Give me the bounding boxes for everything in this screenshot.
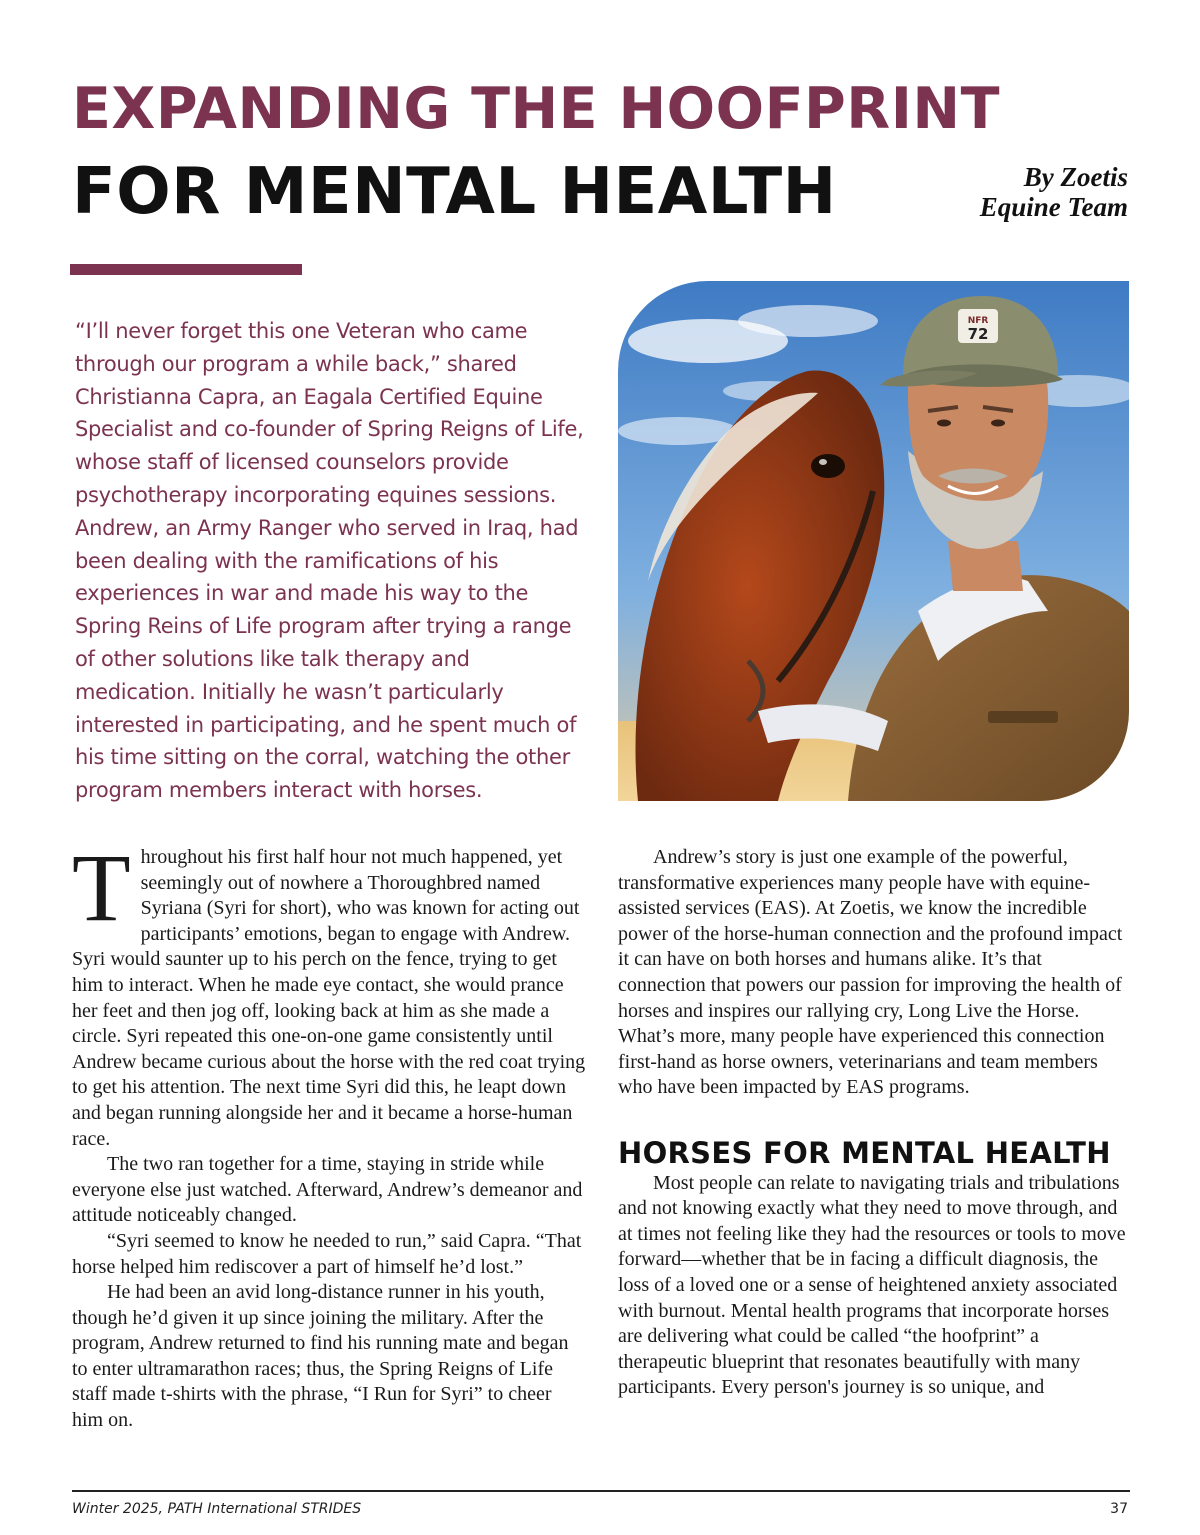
title-accent-rule — [70, 264, 302, 275]
drop-cap: T — [72, 834, 131, 941]
article-paragraph-2: The two ran together for a time, staying in stride while everyone else just watched. Afterward, Andrew’s demeanor and attitude noticeably changed. — [72, 1153, 583, 1227]
article-paragraph-1-text: hroughout his first half hour not much happened, yet seemingly out of nowhere a Thoroughbred named Syriana (Syri for short), who was known for acting out participants’ emotions, began to engage with Andrew. Syri would saunter up to his perch on the fence, trying to get him to interact. When he made eye contact, she would prance her feet and then jog off, looking back at him as she made a circle. Syri repeated this one-on-one game consistently until Andrew became curious about the horse with the red coat trying to get his attention. The next time Syri did this, he leapt down and began running alongside her and it became a horse-human race. — [72, 846, 586, 1150]
left-article-column — [72, 834, 587, 1434]
article-paragraph-6: Most people can relate to navigating trials and tribulations and not knowing exactly what they need to move through, and at times not feeling like they had the resources or tools to move forward—whether that be in facing a difficult diagnosis, the loss of a loved one or a sense of heightened anxiety associated with burnout. Mental health programs that incorporate horses are delivering what could be called “the hoofprint” a therapeutic blueprint that resonates beautifully with many participants. Every person's journey is so unique, and — [618, 1171, 1126, 1399]
article-paragraph-1 — [72, 834, 587, 1152]
byline-line-1: By Zoetis — [1023, 162, 1128, 192]
headline-line-1: EXPANDING THE HOOFPRINT — [72, 76, 1000, 142]
footer-publication: Winter 2025, PATH International STRIDES — [72, 1501, 362, 1517]
byline-line-2: Equine Team — [979, 192, 1128, 222]
article-paragraph-3: “Syri seemed to know he needed to run,” said Capra. “That horse helped him rediscover a part of himself he’d lost.” — [72, 1229, 582, 1278]
footer-rule — [72, 1490, 1130, 1492]
byline — [908, 162, 1128, 222]
page-number: 37 — [1110, 1501, 1128, 1517]
photo-man-with-horse — [618, 281, 1129, 801]
right-article-column — [618, 845, 1130, 1401]
article-paragraph-4: He had been an avid long-distance runner in his youth, though he’d given it up since joining the military. After the program, Andrew returned to find his running mate and began to enter ultramarathon races; thus, the Spring Reigns of Life staff made t-shirts with the phrase, “I Run for Syri” to cheer him on. — [72, 1281, 569, 1432]
article-paragraph-5: Andrew’s story is just one example of the powerful, transformative experiences many people have with equine-assisted services (EAS). At Zoetis, we know the incredible power of the horse-human connection and the profound impact it can have on both horses and humans alike. It’s that connection that powers our passion for improving the health of horses and inspires our rallying cry, Long Live the Horse. What’s more, many people have experienced this connection first-hand as horse owners, veterinarians and team members who have been impacted by EAS programs. — [618, 846, 1123, 1099]
section-heading: HORSES FOR MENTAL HEALTH — [618, 1135, 1111, 1170]
pull-quote: “I’ll never forget this one Veteran who came through our program a while back,” shared Christianna Capra, an Eagala Certified Equine Specialist and co-founder of Spring Reigns of Life, whose staff of licensed counselors provide psychotherapy incorporating equines sessions. Andrew, an Army Ranger who served in Iraq, had been dealing with the ramifications of his experiences in war and made his way to the Spring Reins of Life program after trying a range of other solutions like talk therapy and medication. Initially he wasn’t particularly interested in participating, and he spent much of his time sitting on the corral, watching the other program members interact with horses. — [75, 319, 584, 803]
cap-number-text: 72 — [967, 325, 989, 343]
headline-line-2: FOR MENTAL HEALTH — [72, 155, 837, 229]
cap-logo-text: NFR — [967, 316, 989, 326]
